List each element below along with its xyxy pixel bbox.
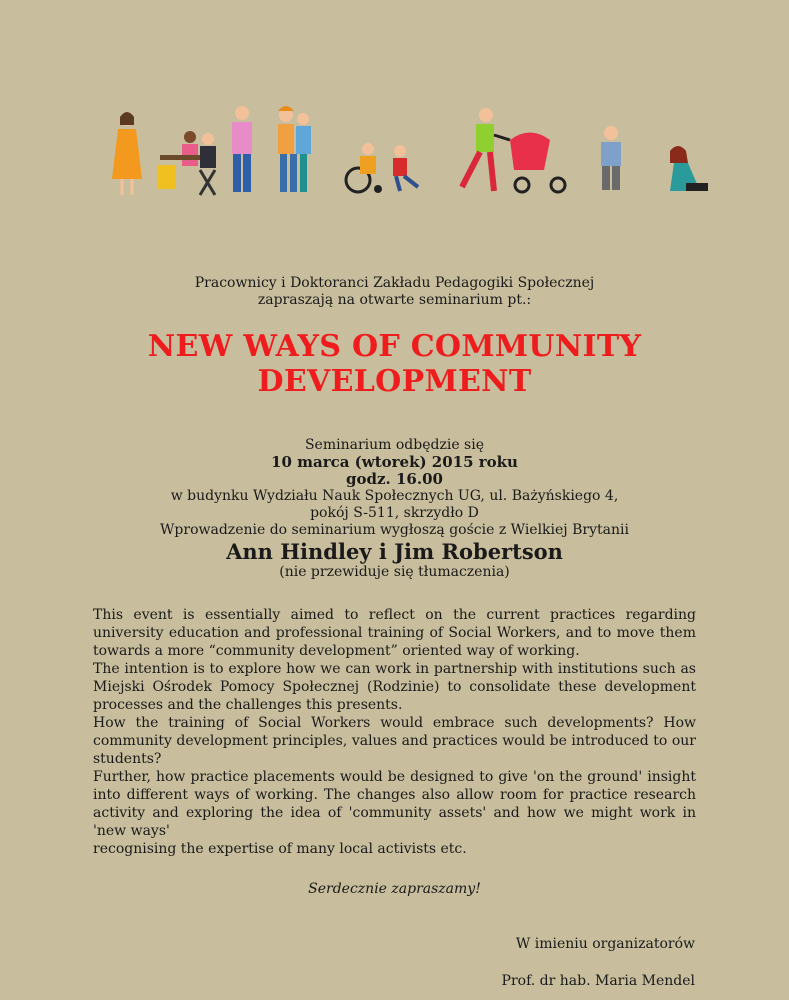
inviters-line-2: zapraszają na otwarte seminarium pt.: — [257, 292, 532, 308]
translation-note: (nie przewiduje się tłumaczenia) — [279, 564, 510, 580]
guests-intro: Wprowadzenie do seminarium wygłoszą goście z Wielkiej Brytanii — [160, 522, 629, 538]
seminar-place-line-1: w budynku Wydziału Nauk Społecznych UG, ul. Bażyńskiego 4, — [170, 488, 619, 504]
inviters-text — [0, 275, 789, 309]
description-paragraph-5: recognising the expertise of many local activists etc. — [93, 841, 467, 857]
signature-name: Prof. dr hab. Maria Mendel — [501, 973, 695, 989]
guest-names: Ann Hindley i Jim Robertson — [226, 539, 563, 564]
seminar-details — [0, 437, 789, 581]
description-paragraph-4: Further, how practice placements would be designed to give 'on the ground' insight into different ways of working. The changes also allow room for practice research activity and exploring the idea of 'community assets' and how we might work in 'new ways' — [93, 769, 696, 839]
woman-orange-dress-figure — [112, 112, 142, 195]
signature-on-behalf: W imieniu organizatorów — [515, 936, 695, 952]
community-people-illustration — [100, 95, 720, 215]
seated-woman-figure — [670, 146, 708, 191]
event-description — [93, 606, 696, 858]
description-paragraph-1: This event is essentially aimed to reflect on the current practices regarding university education and professional training of Social Workers, and to move them towards a more “community development” oriented way of working. — [93, 607, 696, 659]
elderly-man-figure — [601, 126, 621, 190]
couple-figure — [278, 106, 311, 192]
seminar-title-line-2: DEVELOPMENT — [257, 364, 532, 399]
seminar-date: 10 marca (wtorek) 2015 roku — [271, 453, 518, 471]
closing-invitation: Serdecznie zapraszamy! — [308, 881, 481, 897]
details-intro: Seminarium odbędzie się — [304, 437, 485, 453]
description-paragraph-3: How the training of Social Workers would embrace such developments? How community development principles, values and practices would be introduced to our students? — [93, 715, 696, 767]
inviters-line-1: Pracownicy i Doktoranci Zakładu Pedagogiki Społecznej — [194, 275, 595, 291]
wheelchair-figure — [346, 143, 418, 193]
description-paragraph-2: The intention is to explore how we can work in partnership with institutions such as Miejski Ośrodek Pomocy Społecznej (Rodzinie) to consolidate these development processes and the challenges this presents. — [93, 661, 696, 713]
seminar-title — [0, 329, 789, 399]
woman-with-stroller-figure — [462, 108, 565, 192]
seminar-title-line-1: NEW WAYS OF COMMUNITY — [147, 329, 642, 364]
people-at-table-figure — [158, 131, 216, 195]
seminar-time: godz. 16.00 — [346, 470, 443, 488]
man-pink-shirt-figure — [232, 106, 252, 192]
seminar-place-line-2: pokój S-511, skrzydło D — [310, 505, 479, 521]
